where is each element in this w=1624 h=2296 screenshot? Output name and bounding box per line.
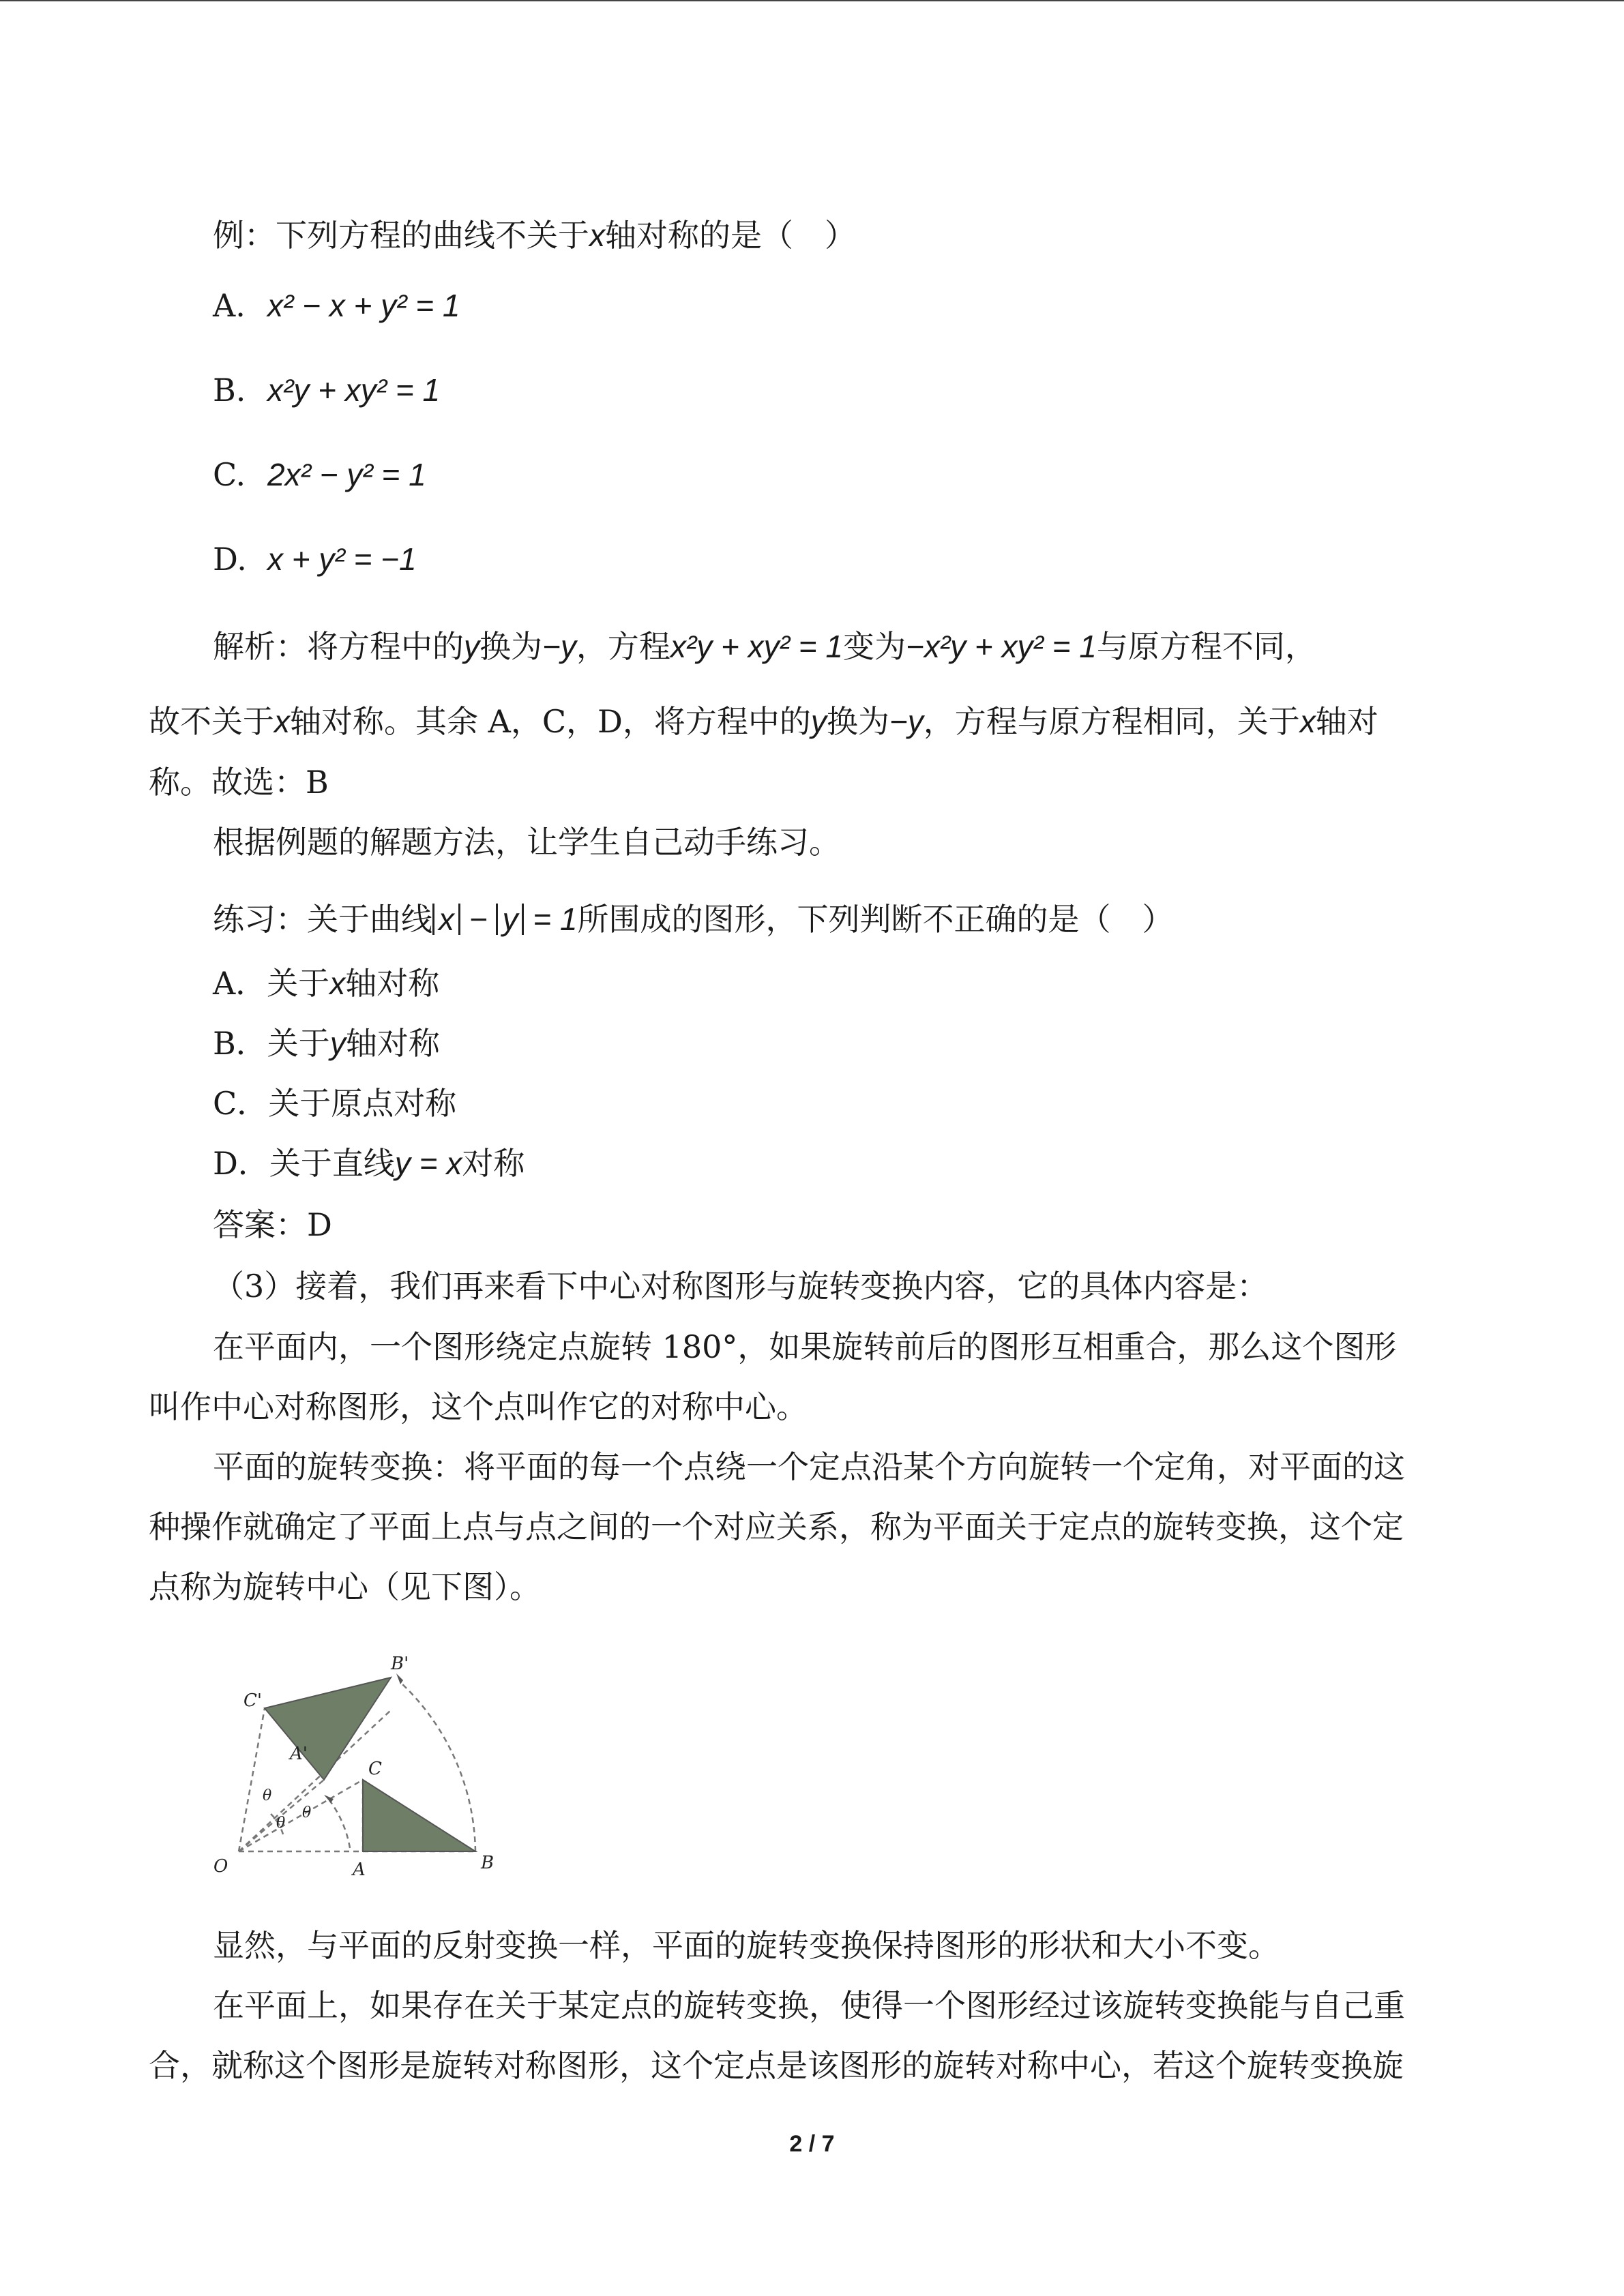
example-question: 例：下列方程的曲线不关于x轴对称的是（ ）	[213, 217, 856, 254]
practice-option-d: D．关于直线y = x对称	[213, 1145, 525, 1182]
analysis-line-2: 故不关于x轴对称。其余 A，C，D，将方程中的y换为−y，方程与原方程相同，关于x轴对	[149, 703, 1378, 740]
practice-intro: 根据例题的解题方法，让学生自己动手练习。	[213, 824, 840, 861]
after-p1: 显然，与平面的反射变换一样，平面的旋转变换保持图形的形状和大小不变。	[213, 1927, 1280, 1964]
section3-p2-line1: 平面的旋转变换：将平面的每一个点绕一个定点沿某个方向旋转一个定角，对平面的这	[213, 1448, 1405, 1485]
label-c-prime: C'	[243, 1690, 263, 1711]
analysis-line-3: 称。故选：B	[149, 764, 329, 801]
page-number: 2 / 7	[789, 2131, 835, 2157]
option-a: A. x² − x + y² = 1	[213, 287, 460, 324]
label-b: B	[481, 1853, 494, 1873]
after-p2-line2: 合，就称这个图形是旋转对称图形，这个定点是该图形的旋转对称中心，若这个旋转变换旋	[149, 2047, 1404, 2084]
after-p2-line1: 在平面上，如果存在关于某定点的旋转变换，使得一个图形经过该旋转变换能与自己重	[213, 1987, 1405, 2024]
option-b: B. x²y + xy² = 1	[213, 372, 441, 408]
section3-p1-line2: 叫作中心对称图形，这个点叫作它的对称中心。	[149, 1388, 808, 1425]
label-c: C	[368, 1759, 382, 1779]
practice-option-c: C．关于原点对称	[213, 1085, 457, 1122]
top-border	[0, 0, 1624, 1]
label-theta-2: θ	[276, 1815, 286, 1832]
label-b-prime: B'	[391, 1654, 409, 1674]
practice-question: 练习：关于曲线 x − y = 1所围成的图形，下列判断不正确的是（ ）	[213, 901, 1174, 938]
option-d: D. x + y² = −1	[213, 541, 417, 578]
label-theta-3: θ	[302, 1804, 312, 1821]
section3-heading: （3）接着，我们再来看下中心对称图形与旋转变换内容，它的具体内容是：	[213, 1268, 1269, 1304]
section3-p1-line1: 在平面内，一个图形绕定点旋转 180°，如果旋转前后的图形互相重合，那么这个图形	[213, 1328, 1397, 1365]
practice-option-b: B．关于y轴对称	[213, 1025, 440, 1062]
rotation-figure	[208, 1630, 508, 1882]
label-a-prime: A'	[290, 1744, 308, 1764]
analysis-line-1: 解析：将方程中的y换为−y，方程x²y + xy² = 1变为−x²y + xy² = 1与原方程不同，	[213, 628, 1316, 665]
option-c: C. 2x² − y² = 1	[213, 456, 426, 493]
label-a: A	[353, 1860, 366, 1880]
section3-p2-line3: 点称为旋转中心（见下图）。	[149, 1568, 541, 1605]
practice-option-a: A．关于x轴对称	[213, 965, 440, 1002]
label-o: O	[213, 1856, 228, 1877]
practice-answer: 答案：D	[213, 1206, 332, 1243]
label-theta-1: θ	[263, 1787, 272, 1804]
section3-p2-line2: 种操作就确定了平面上点与点之间的一个对应关系，称为平面关于定点的旋转变换，这个定	[149, 1508, 1404, 1545]
